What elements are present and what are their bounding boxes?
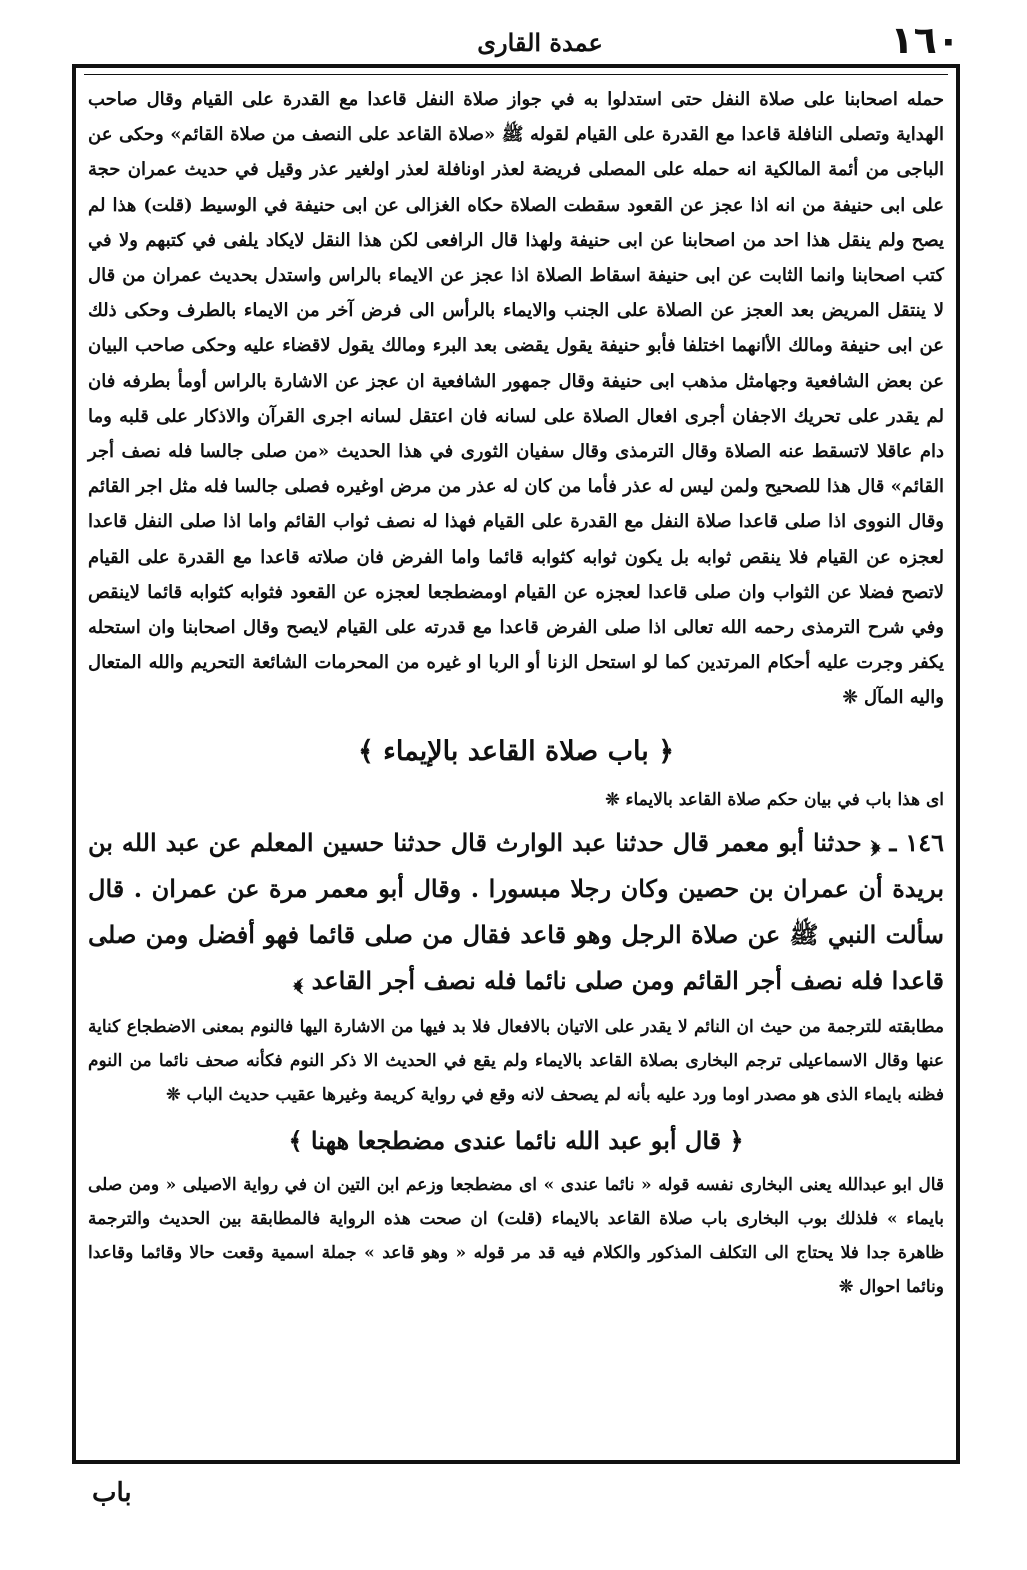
catchword: باب	[92, 1478, 132, 1508]
chapter-heading: ﴿ باب صلاة القاعد بالإيماء ﴾	[357, 735, 675, 767]
main-text	[88, 82, 944, 1304]
running-title: عمدة القاری	[477, 28, 603, 57]
page-header	[60, 18, 960, 66]
chapter-subtitle: اى هذا باب في بيان حكم صلاة القاعد بالايماء ❊	[605, 789, 944, 810]
hadith-text: ١٤٦ ـ ﴿ حدثنا أبو معمر قال حدثنا عبد الوارث قال حدثنا حسين المعلم عن عبد الله بن بريدة أن عمران بن حصين وكان رجلا مبسورا . وقال أبو معمر مرة عن عمران . قال سألت النبي ﷺ عن صلاة الرجل وهو قاعد فقال من صلى قائما فهو أفضل ومن صلى قاعدا فله نصف أجر القائم ومن صلى نائما فله نصف أجر القاعد ﴾	[88, 827, 944, 995]
commentary-1: مطابقته للترجمة من حيث ان النائم لا يقدر على الاتيان بالافعال فلا بد فيها من الاشارة اليها فالنوم بمعنى الاضطجاع كناية عنها وقال الاسماعيلى ترجم البخارى بصلاة القاعد بالايماء ولم يقع في الحديث الا ذكر النوم فكأنه صحف نائما من النوم فظنه بايماء الذى هو مصدر اوما ورد عليه بأنه لم يصحف لانه وقع في رواية كريمة وغيرها عقيب حديث الباب ❊	[88, 1016, 944, 1105]
paragraph-1: حمله اصحابنا على صلاة النفل حتى استدلوا به في جواز صلاة النفل قاعدا مع القدرة على القيام وقال صاحب الهداية وتصلى النافلة قاعدا مع القدرة على القيام لقوله ﷺ «صلاة القاعد على النصف من صلاة القائم» وحكى عن الباجى من أئمة المالكية انه حمله على المصلى فريضة لعذر اونافلة لعذر اولغير عذر وقيل في حديث عمران حجة على ابى حنيفة من انه اذا عجز عن القعود سقطت الصلاة حكاه الغزالى عن ابى حنيفة في الوسيط (قلت) هذا لم يصح ولم ينقل هذا احد من اصحابنا عن ابى حنيفة ولهذا قال الرافعى لكن هذا النقل لايكاد يلفى في كتبهم ولا في كتب اصحابنا وانما الثابت عن ابى حنيفة اسقاط الصلاة اذا عجز عن الايماء بالراس واستدل بحديث عمران من قال لا ينتقل المريض بعد العجز عن الصلاة على الجنب والايماء بالرأس الى فرض آخر من الايماء بالطرف وحكى ذلك عن ابى حنيفة ومالك الأانهما اختلفا فأبو حنيفة يقول يقضى بعد البرء ومالك يقول لاقضاء عليه وحكى صاحب البيان عن بعض الشافعية وجهامثل مذهب ابى حنيفة وقال جمهور الشافعية ان عجز عن الاشارة بالراس أومأ بطرفه فان لم يقدر على تحريك الاجفان أجرى افعال الصلاة على لسانه فان اعتقل لسانه اجرى القرآن والاذكار على قلبه وما دام عاقلا لاتسقط عنه الصلاة وقال الترمذى وقال سفيان الثورى في هذا الحديث «من صلى جالسا فله نصف أجر القائم» قال هذا للصحيح ولمن ليس له عذر فأما من كان له عذر من مرض اوغيره فصلى جالسا فله مثل اجر القائم وقال النووى اذا صلى قاعدا صلاة النفل مع القدرة على القيام فهذا له نصف ثواب القائم واما اذا صلى النفل قاعدا لعجزه عن القيام فلا ينقص ثوابه بل يكون ثوابه كثوابه قائما واما الفرض فان صلاته قاعدا مع القدرة على القيام لاتصح فضلا عن الثواب وان صلى قاعدا لعجزه عن القيام اومضطجعا لعجزه عن القعود فثوابه كثوابه قائما لاينقص وفي شرح الترمذى رحمه الله تعالى اذا صلى الفرض قاعدا مع قدرته على القيام لايصح وقال اصحابنا وان استحله يكفر وجرت عليه أحكام المرتدين كما لو استحل الزنا أو الربا او غيره من المحرمات الشائعة التحريم والله المتعال واليه المآل ❊	[88, 89, 944, 709]
qaal-heading: ﴿ قال أبو عبد الله نائما عندى مضطجعا ههنا ﴾	[288, 1125, 744, 1155]
commentary-2: قال ابو عبدالله يعنى البخارى نفسه قوله « نائما عندى » اى مضطجعا وزعم ابن التين ان في رواية الاصيلى « ومن صلى بايماء » فلذلك بوب البخارى باب صلاة القاعد بالايماء (قلت) ان صحت هذه الرواية فالمطابقة بين الحديث والترجمة ظاهرة جدا فلا يحتاج الى التكلف المذكور والكلام فيه قد مر قوله « وهو قاعد » جملة اسمية وقعت حالا وقائما وقاعدا ونائما احوال ❊	[88, 1174, 945, 1297]
page-number: ١٦٠	[890, 18, 960, 62]
